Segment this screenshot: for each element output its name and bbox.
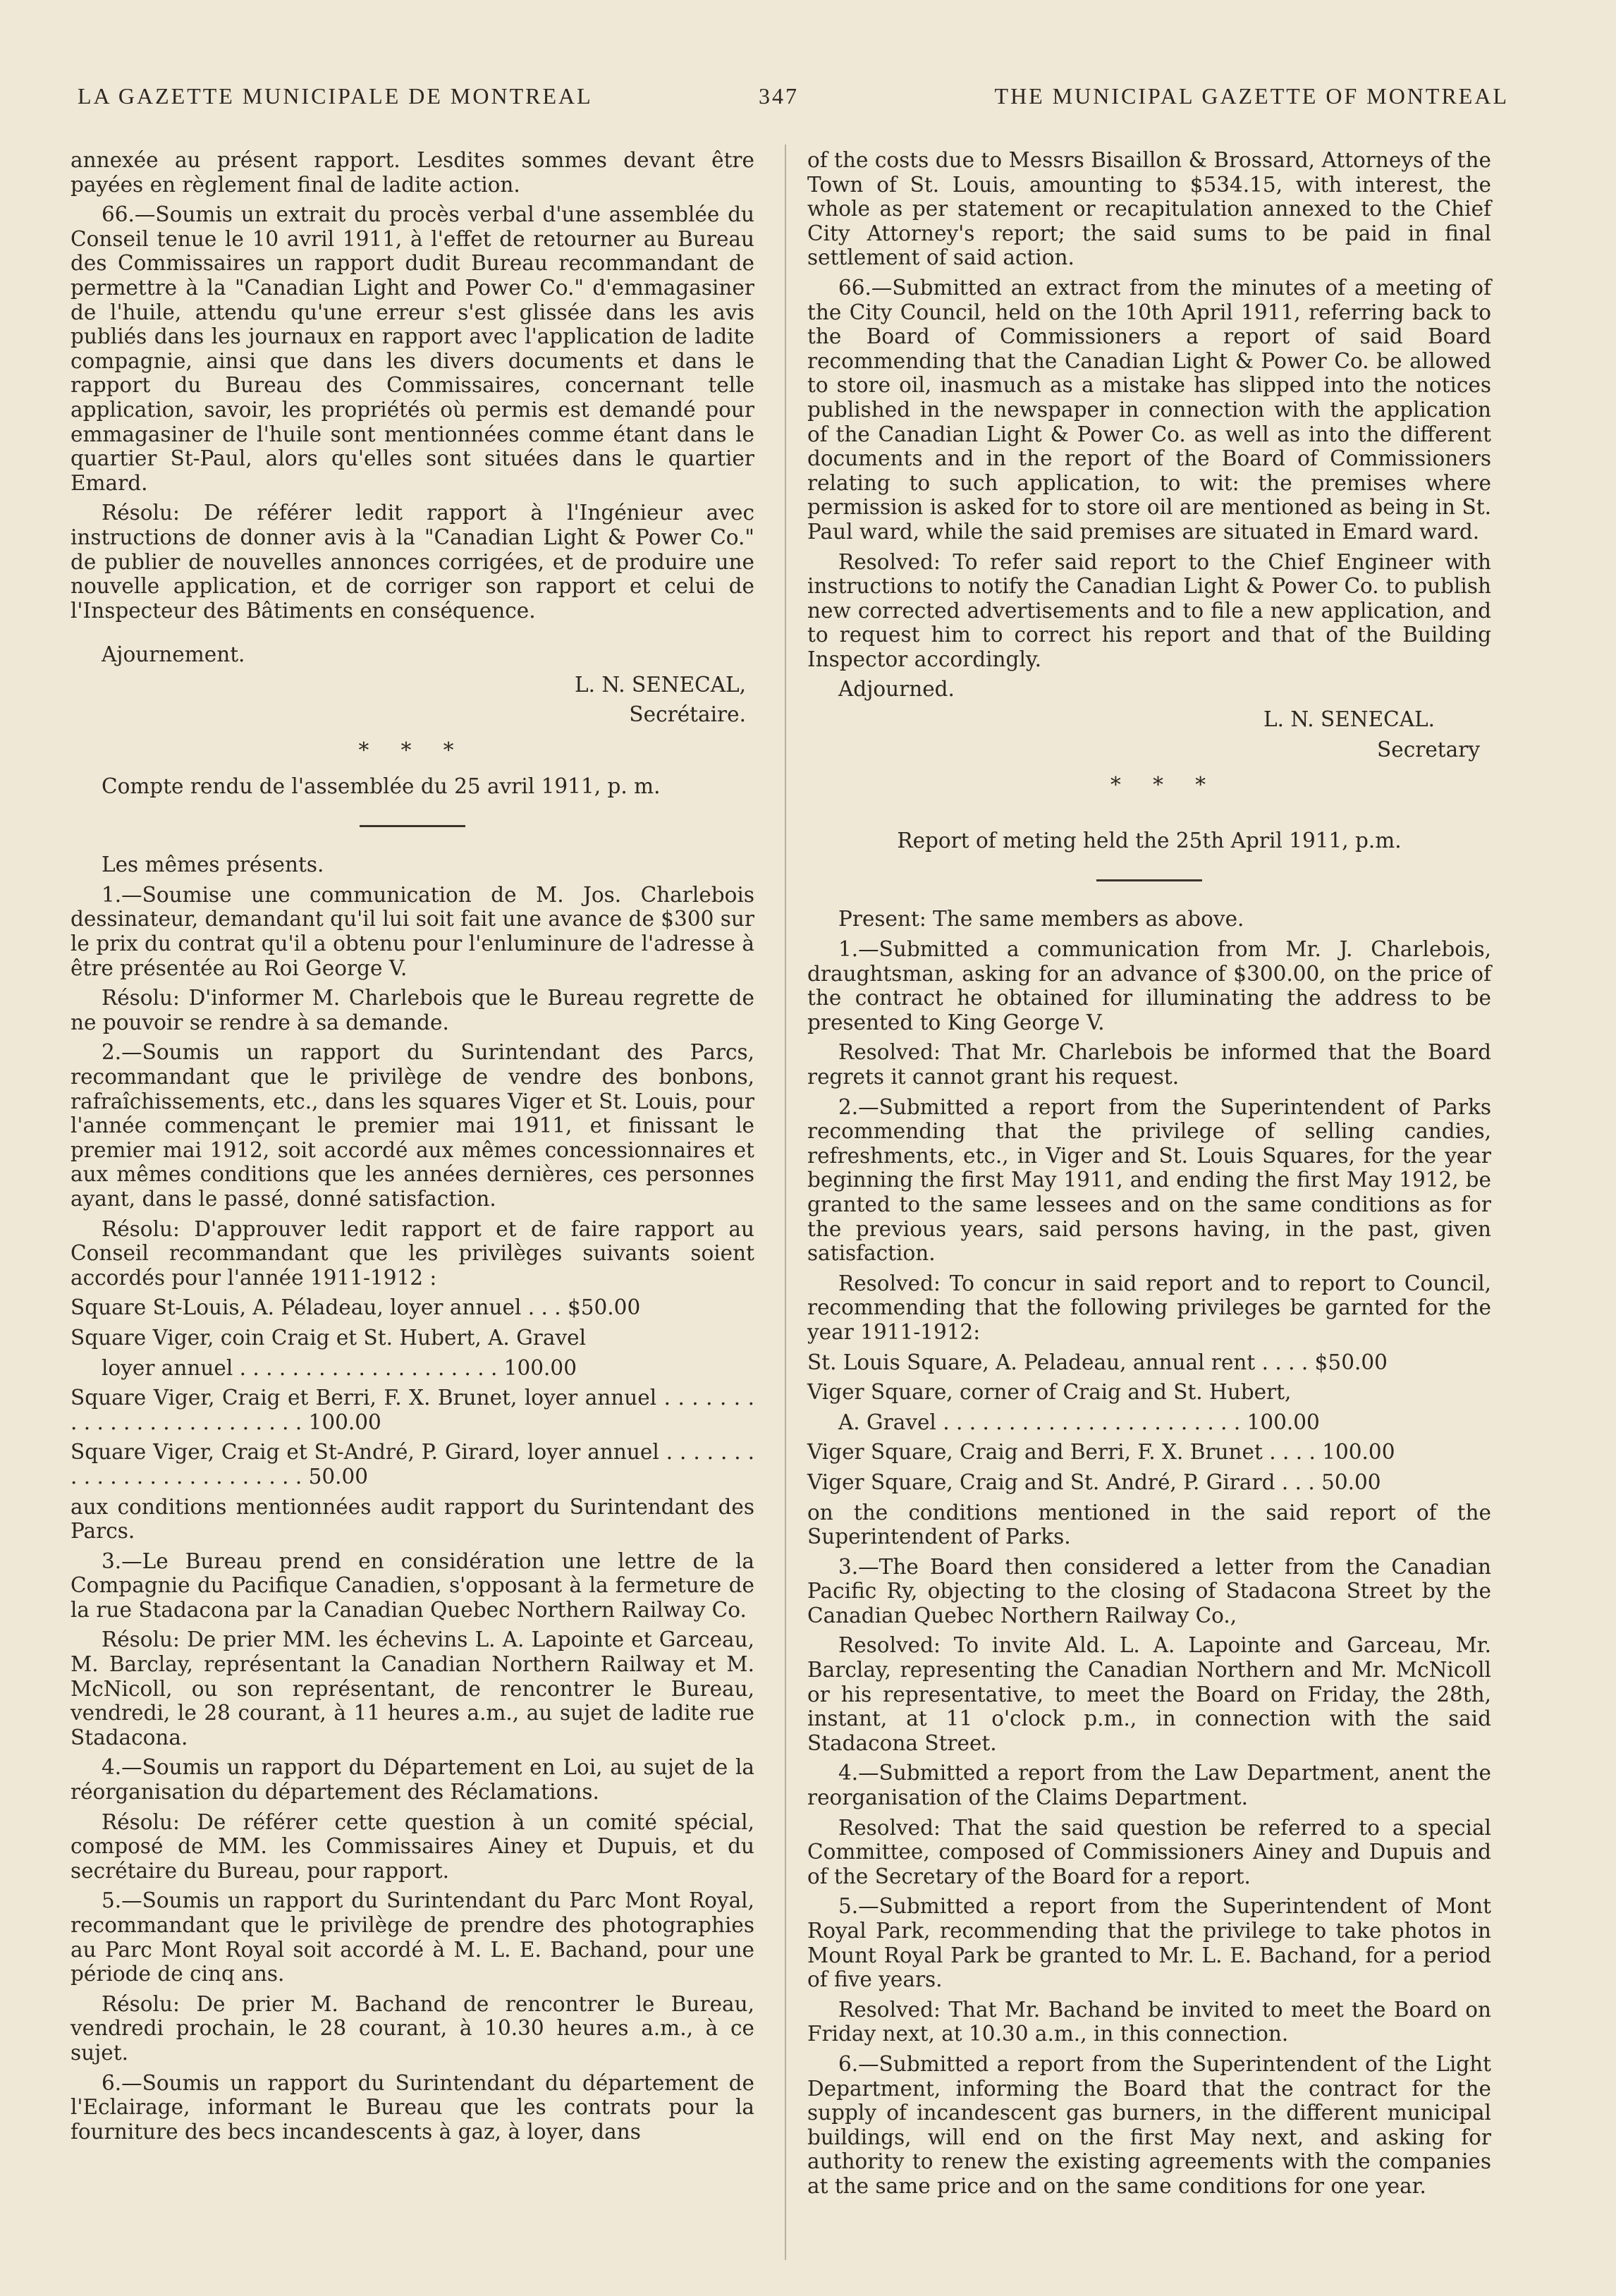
page-number: 347 bbox=[759, 83, 799, 109]
adjournment: Ajournement. bbox=[102, 642, 245, 667]
column-divider bbox=[785, 145, 786, 2260]
resolution-3: Resolved: To invite Ald. L. A. Lapointe and Garceau, Mr. Barclay, representing the Canadian Northern and Mr. McNicoll or his representative, to meet the Board on Friday, the 28th, instant, at 11 o'clock p.m., in connection with the said Stadacona Street. bbox=[807, 1633, 1491, 1755]
fee-conditions: on the conditions mentioned in the said report of the Superintendent of Parks. bbox=[807, 1500, 1491, 1549]
item-1: 1.—Submitted a communication from Mr. J. Charlebois, draughtsman, asking for an advance of $300.00, on the price of the contract he obtained for illuminating the address to be presented to King George V. bbox=[807, 937, 1491, 1034]
item-6: 6.—Submitted a report from the Superintendent of the Light Department, informing the Board that the contract for the supply of incandescent gas burners, in the different municipal buildings, will end on the first May next, and asking for authority to renew the existing agreements with the companies at the same price and on the same conditions for one year. bbox=[807, 2051, 1491, 2198]
header-title-en: THE MUNICIPAL GAZETTE OF MONTREAL bbox=[994, 83, 1509, 109]
resolution-4: Résolu: De référer cette question à un comité spécial, composé de MM. les Commissaires Ainey et Dupuis, et du secrétaire du Bureau, pour rapport. bbox=[71, 1809, 754, 1883]
item-4: 4.—Submitted a report from the Law Department, anent the reorganisation of the Claims Department. bbox=[807, 1761, 1491, 1810]
item-3: 3.—The Board then considered a letter from the Canadian Pacific Ry, objecting to the closing of Stadacona Street by the Canadian Quebec Northern Railway Co., bbox=[807, 1554, 1491, 1628]
fee-line: Square Viger, Craig et St-André, P. Girard, loyer annuel . . . . . . . . . . . . . . . . . . . . . . . . . 50.00 bbox=[71, 1440, 754, 1489]
signature-name: L. N. SENECAL, bbox=[575, 672, 746, 697]
item-1: 1.—Soumise une communication de M. Jos. Charlebois dessinateur, demandant qu'il lui soit fait une avance de $300 sur le prix du contrat qu'il a obtenu pour l'enluminure de l'adresse à être présentée au Roi George V. bbox=[71, 882, 754, 980]
fee-line: Square St-Louis, A. Péladeau, loyer annuel . . . $50.00 bbox=[71, 1295, 641, 1320]
fee-line: Square Viger, coin Craig et St. Hubert, A. Gravel bbox=[71, 1325, 587, 1350]
section-rule bbox=[360, 825, 465, 827]
signature-name: L. N. SENECAL. bbox=[1263, 707, 1435, 732]
present-line: Present: The same members as above. bbox=[838, 907, 1244, 932]
fee-line: Square Viger, Craig et Berri, F. X. Brunet, loyer annuel . . . . . . . . . . . . . . . . . . . . . . . . . 100.00 bbox=[71, 1386, 754, 1434]
resolution-1: Résolu: D'informer M. Charlebois que le Bureau regrette de ne pouvoir se rendre à sa demande. bbox=[71, 986, 754, 1034]
section-separator: * * * bbox=[1110, 773, 1219, 798]
page-header bbox=[78, 83, 1509, 118]
resolution-2: Résolu: D'approuver ledit rapport et de faire rapport au Conseil recommandant que les privilèges suivants soient accordés pour l'année 1911-1912 : bbox=[71, 1216, 754, 1290]
meeting-heading: Report of meting held the 25th April 1911, p.m. bbox=[897, 828, 1402, 853]
fee-line: Viger Square, Craig and St. André, P. Girard . . . 50.00 bbox=[807, 1470, 1381, 1494]
header-title-fr: LA GAZETTE MUNICIPALE DE MONTREAL bbox=[78, 83, 593, 109]
resolution-5: Résolu: De prier M. Bachand de rencontrer le Bureau, vendredi prochain, le 28 courant, à 10.30 heures a.m., à ce sujet. bbox=[71, 1991, 754, 2065]
resolution-3: Résolu: De prier MM. les échevins L. A. Lapointe et Garceau, M. Barclay, représentant la Canadian Northern Railway et M. McNicoll, ou son représentant, de rencontrer le Bureau, vendredi, le 28 courant, à 11 heures a.m., au sujet de ladite rue Stadacona. bbox=[71, 1628, 754, 1750]
item-3: 3.—Le Bureau prend en considération une lettre de la Compagnie du Pacifique Canadien, s'opposant à la fermeture de la rue Stadacona par la Canadian Quebec Northern Railway Co. bbox=[71, 1549, 754, 1622]
resolution-5: Resolved: That Mr. Bachand be invited to meet the Board on Friday next, at 10.30 a.m., in this connection. bbox=[807, 1997, 1491, 2046]
paragraph: annexée au présent rapport. Lesdites sommes devant être payées en règlement final de ladite action. bbox=[71, 148, 754, 197]
column-french bbox=[71, 148, 754, 2144]
fee-line: loyer annuel . . . . . . . . . . . . . . . . . . . . 100.00 bbox=[102, 1355, 577, 1380]
resolution-4: Resolved: That the said question be referred to a special Committee, composed of Commissioners Ainey and Dupuis and of the Secretary of the Board for a report. bbox=[807, 1815, 1491, 1888]
signature-title: Secrétaire. bbox=[629, 702, 746, 727]
fee-line: Viger Square, corner of Craig and St. Hubert, bbox=[807, 1380, 1292, 1405]
item-6: 6.—Soumis un rapport du Surintendant du département de l'Eclairage, informant le Bureau que les contrats pour la fourniture des becs incandescents à gaz, à loyer, dans bbox=[71, 2070, 754, 2144]
section-rule bbox=[1096, 879, 1202, 881]
present-line: Les mêmes présents. bbox=[102, 853, 324, 877]
fee-line: Viger Square, Craig and Berri, F. X. Brunet . . . . 100.00 bbox=[807, 1440, 1395, 1465]
resolution: Résolu: De référer ledit rapport à l'Ingénieur avec instructions de donner avis à la "Canadian Light & Power Co." de publier de nouvelles annonces corrigées, et de produire une nouvelle application, et de corriger son rapport et celui de l'Inspecteur des Bâtiments en conséquence. bbox=[71, 501, 754, 623]
adjournment: Adjourned. bbox=[838, 677, 955, 702]
meeting-heading: Compte rendu de l'assemblée du 25 avril 1911, p. m. bbox=[102, 774, 661, 798]
item-5: 5.—Soumis un rapport du Surintendant du Parc Mont Royal, recommandant que le privilège de prendre des photographies au Parc Mont Royal soit accordé à M. L. E. Bachand, pour une période de cinq ans. bbox=[71, 1888, 754, 1986]
item-66: 66.—Submitted an extract from the minutes of a meeting of the City Council, held on the 10th April 1911, referring back to the Board of Commissioners a report of said Board recommending that the Canadian Light & Power Co. be allowed to store oil, inasmuch as a mistake has slipped into the notices published in the newspaper in connection with the application of the Canadian Light & Power Co. as well as into the different documents and in the report of the Board of Commissioners relating to such application, to wit: the premises where permission is asked for to store oil are mentioned as being in St. Paul ward, while the said premises are situated in Emard ward. bbox=[807, 275, 1491, 544]
item-2: 2.—Submitted a report from the Superintendent of Parks recommending that the privilege of selling candies, refreshments, etc., in Viger and St. Louis Squares, for the year beginning the first May 1911, and ending the first May 1912, be granted to the same lessees and on the same conditions as for the previous years, said persons having, in the past, given satisfaction. bbox=[807, 1094, 1491, 1266]
section-separator: * * * bbox=[358, 738, 467, 763]
signature-title: Secretary bbox=[1377, 737, 1480, 762]
fee-line: St. Louis Square, A. Peladeau, annual rent . . . . $50.00 bbox=[807, 1350, 1388, 1374]
fee-line: A. Gravel . . . . . . . . . . . . . . . . . . . . . . . 100.00 bbox=[838, 1410, 1320, 1434]
item-5: 5.—Submitted a report from the Superintendent of Mont Royal Park, recommending that the privilege to take photos in Mount Royal Park be granted to Mr. L. E. Bachand, for a period of five years. bbox=[807, 1894, 1491, 1992]
paragraph: of the costs due to Messrs Bisaillon & Brossard, Attorneys of the Town of St. Louis, amounting to $534.15, with interest, the whole as per statement or recapitulation annexed to the Chief City Attorney's report; the said sums to be paid in final settlement of said action. bbox=[807, 148, 1491, 270]
item-2: 2.—Soumis un rapport du Surintendant des Parcs, recommandant que le privilège de vendre des bonbons, rafraîchissements, etc., dans les squares Viger et St. Louis, pour l'année commençant le premier mai 1911, et finissant le premier mai 1912, soit accordé aux mêmes concessionnaires et aux mêmes conditions que les années dernières, ces personnes ayant, dans le passé, donné satisfaction. bbox=[71, 1040, 754, 1211]
fee-conditions: aux conditions mentionnées audit rapport du Surintendant des Parcs. bbox=[71, 1494, 754, 1544]
item-4: 4.—Soumis un rapport du Département en Loi, au sujet de la réorganisation du département des Réclamations. bbox=[71, 1755, 754, 1805]
resolution-2: Resolved: To concur in said report and to report to Council, recommending that the following privileges be garnted for the year 1911-1912: bbox=[807, 1271, 1491, 1344]
item-66: 66.—Soumis un extrait du procès verbal d'une assemblée du Conseil tenue le 10 avril 1911, à l'effet de retourner au Bureau des Commissaires un rapport dudit Bureau recommandant de permettre à la "Canadian Light and Power Co." d'emmagasiner de l'huile, attendu qu'une erreur s'est glissée dans les avis publiés dans les journaux en rapport avec l'application de ladite compagnie, ainsi que dans les divers documents et dans le rapport du Bureau des Commissaires, concernant telle application, savoir, les propriétés où permis est demandé pour emmagasiner de l'huile sont mentionnées comme étant dans le quartier St-Paul, alors qu'elles sont situées dans le quartier Emard. bbox=[71, 202, 754, 495]
resolution-1: Resolved: That Mr. Charlebois be informed that the Board regrets it cannot grant his request. bbox=[807, 1040, 1491, 1089]
resolution: Resolved: To refer said report to the Chief Engineer with instructions to notify the Canadian Light & Power Co. to publish new corrected advertisements and to file a new application, and to request him to correct his report and that of the Building Inspector accordingly. bbox=[807, 549, 1491, 671]
column-english bbox=[807, 148, 1491, 2199]
